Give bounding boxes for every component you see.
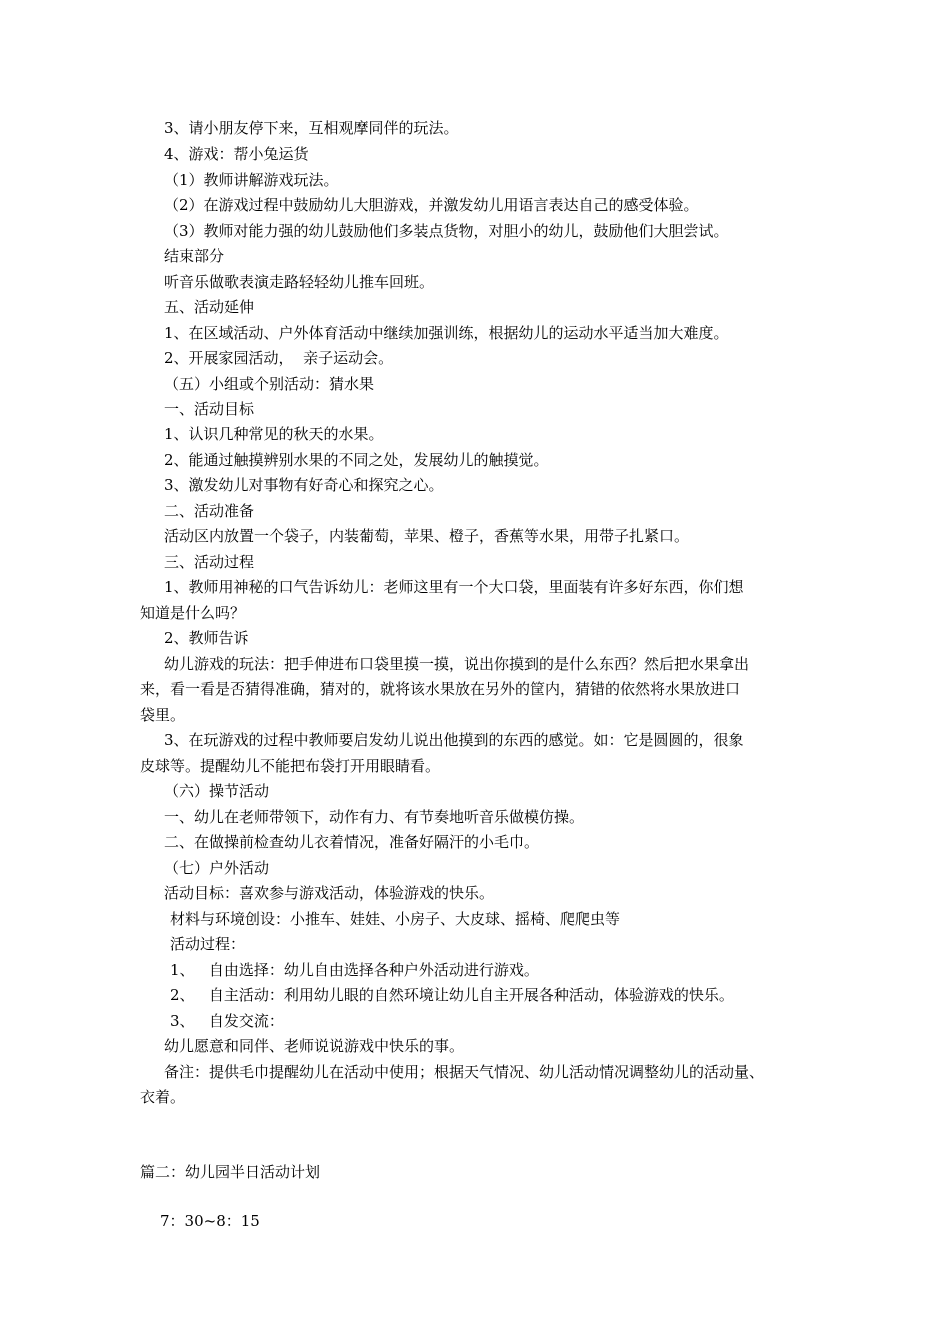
text-line: 2、开展家园活动， 亲子运动会。 <box>164 349 394 367</box>
text-line: 活动过程： <box>170 935 246 953</box>
text-line: 衣着。 <box>140 1088 186 1106</box>
section-heading: 一、活动目标 <box>164 400 255 418</box>
time-slot: 7：30~8：15 <box>160 1212 260 1230</box>
article-heading: 篇二：幼儿园半日活动计划 <box>140 1163 321 1181</box>
text-line: 1、认识几种常见的秋天的水果。 <box>164 425 384 443</box>
section-heading: 五、活动延伸 <box>164 298 255 316</box>
text-line: 材料与环境创设：小推车、娃娃、小房子、大皮球、摇椅、爬爬虫等 <box>170 910 621 928</box>
text-line: 3、 自发交流： <box>170 1012 284 1030</box>
text-line: 知道是什么吗？ <box>140 604 246 622</box>
text-line: 二、在做操前检查幼儿衣着情况，准备好隔汗的小毛巾。 <box>164 833 540 851</box>
text-line: 一、幼儿在老师带领下，动作有力、有节奏地听音乐做模仿操。 <box>164 808 585 826</box>
text-line: 1、 自由选择：幼儿自由选择各种户外活动进行游戏。 <box>170 961 539 979</box>
text-line: （3）教师对能力强的幼儿鼓励他们多装点货物，对胆小的幼儿，鼓励他们大胆尝试。 <box>164 222 729 240</box>
text-line: 3、在玩游戏的过程中教师要启发幼儿说出他摸到的东西的感觉。如：它是圆圆的，很象 <box>164 731 744 749</box>
section-heading: （六）操节活动 <box>164 782 270 800</box>
text-line: 2、能通过触摸辨别水果的不同之处，发展幼儿的触摸觉。 <box>164 451 549 469</box>
text-line: 袋里。 <box>140 706 186 724</box>
text-line: 3、请小朋友停下来，互相观摩同伴的玩法。 <box>164 119 459 137</box>
text-line: 1、在区域活动、户外体育活动中继续加强训练，根据幼儿的运动水平适当加大难度。 <box>164 324 729 342</box>
text-line: （2）在游戏过程中鼓励幼儿大胆游戏，并激发幼儿用语言表达自己的感受体验。 <box>164 196 699 214</box>
text-line: 2、 自主活动：利用幼儿眼的自然环境让幼儿自主开展各种活动，体验游戏的快乐。 <box>170 986 734 1004</box>
text-line: 听音乐做歌表演走路轻轻幼儿推车回班。 <box>164 273 435 291</box>
text-line: 皮球等。提醒幼儿不能把布袋打开用眼睛看。 <box>140 757 441 775</box>
section-heading: 结束部分 <box>164 247 225 265</box>
text-line: 活动目标：喜欢参与游戏活动，体验游戏的快乐。 <box>164 884 495 902</box>
section-heading: 二、活动准备 <box>164 502 255 520</box>
section-heading: （七）户外活动 <box>164 859 270 877</box>
text-line: 4、游戏：帮小兔运货 <box>164 145 309 163</box>
text-line: （1）教师讲解游戏玩法。 <box>164 171 339 189</box>
text-line: 3、激发幼儿对事物有好奇心和探究之心。 <box>164 476 444 494</box>
text-line: 来，看一看是否猜得准确，猜对的，就将该水果放在另外的筐内，猜错的依然将水果放进口 <box>140 680 741 698</box>
text-line: 1、教师用神秘的口气告诉幼儿：老师这里有一个大口袋，里面装有许多好东西，你们想 <box>164 578 744 596</box>
text-line: 幼儿愿意和同伴、老师说说游戏中快乐的事。 <box>164 1037 465 1055</box>
text-line: 备注：提供毛巾提醒幼儿在活动中使用；根据天气情况、幼儿活动情况调整幼儿的活动量、 <box>164 1063 765 1081</box>
section-heading: （五）小组或个别活动：猜水果 <box>164 375 375 393</box>
text-line: 活动区内放置一个袋子，内装葡萄，苹果、橙子，香蕉等水果，用带子扎紧口。 <box>164 527 690 545</box>
text-line: 幼儿游戏的玩法：把手伸进布口袋里摸一摸，说出你摸到的是什么东西？然后把水果拿出 <box>164 655 750 673</box>
text-line: 2、教师告诉 <box>164 629 249 647</box>
section-heading: 三、活动过程 <box>164 553 255 571</box>
